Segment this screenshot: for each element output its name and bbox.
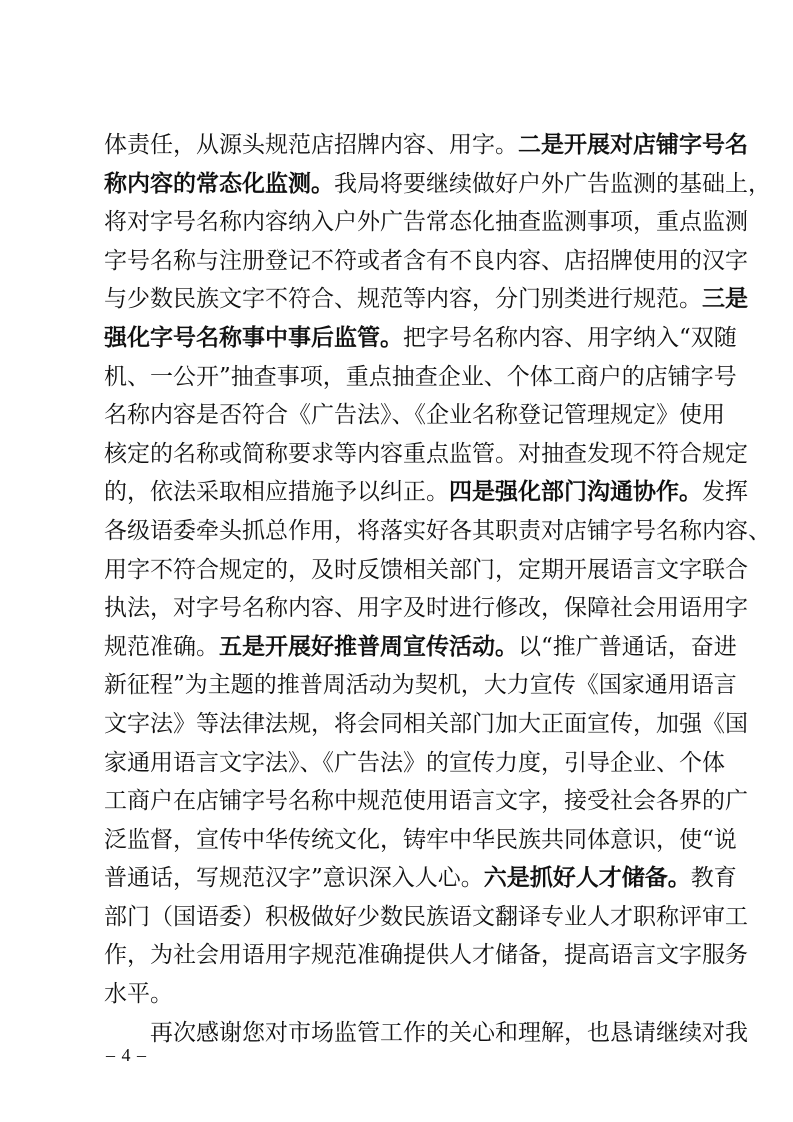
text-line xyxy=(104,396,725,435)
page-number: – 4 – xyxy=(106,1045,147,1065)
text-line xyxy=(104,821,737,860)
text-line xyxy=(104,512,771,551)
text-segment: 以“推广普通话，奋进 xyxy=(518,633,737,660)
text-segment: 各级语委牵头抓总作用，将落实好各其职责对店铺字号名称内容、 xyxy=(104,517,771,544)
text-line xyxy=(104,666,737,705)
bold-heading-phrase: 二是开展对店铺字号名 xyxy=(518,131,748,158)
text-line xyxy=(104,473,748,512)
text-segment: 文字法》等法律法规，将会同相关部门加大正面宣传，加强《国 xyxy=(104,710,748,737)
text-segment: 执法，对字号名称内容、用字及时进行修改，保障社会用语用字 xyxy=(104,595,748,622)
text-segment: 家通用语言文字法》、《广告法》的宣传力度，引导企业、个体 xyxy=(104,749,725,776)
text-segment: 机、一公开”抽查事项，重点抽查企业、个体工商户的店铺字号 xyxy=(104,363,737,390)
text-line xyxy=(104,242,748,281)
text-line xyxy=(104,744,725,783)
text-segment: 我局将要继续做好户外广告监测的基础上， xyxy=(334,170,771,197)
bold-heading-phrase: 强化字号名称事中事后监管。 xyxy=(104,323,403,351)
text-segment: 再次感谢您对市场监管工作的关心和理解，也恳请继续对我 xyxy=(150,1019,748,1046)
text-segment: 新征程”为主题的推普周活动为契机，大力宣传《国家通用语言 xyxy=(104,672,737,699)
body-text xyxy=(104,126,771,1052)
text-line xyxy=(104,1014,748,1053)
text-segment: 普通话，写规范汉字”意识深入人心。 xyxy=(104,865,484,892)
bold-heading-phrase: 五是开展好推普周宣传活动。 xyxy=(219,632,518,660)
text-segment: 水平。 xyxy=(104,981,173,1008)
text-line xyxy=(104,628,737,667)
text-line xyxy=(104,936,748,975)
text-line xyxy=(104,859,737,898)
text-segment: 名称内容是否符合《广告法》、《企业名称登记管理规定》使用 xyxy=(104,402,725,429)
text-line xyxy=(104,203,748,242)
text-line xyxy=(104,435,748,474)
text-line xyxy=(104,975,696,1014)
text-line xyxy=(104,319,737,358)
text-line xyxy=(104,782,748,821)
text-segment: 教育 xyxy=(690,865,737,892)
text-line xyxy=(104,126,748,165)
text-line xyxy=(104,165,771,204)
text-segment: 部门（国语委）积极做好少数民族语文翻译专业人才职称评审工 xyxy=(104,903,748,930)
text-segment: 把字号名称内容、用字纳入“双随 xyxy=(403,324,737,351)
bold-heading-phrase: 称内容的常态化监测。 xyxy=(104,169,334,197)
text-segment: 的，依法采取相应措施予以纠正。 xyxy=(104,479,449,506)
bold-heading-phrase: 三是 xyxy=(702,285,748,313)
text-segment: 将对字号名称内容纳入户外广告常态化抽查监测事项，重点监测 xyxy=(104,209,748,236)
text-segment: 核定的名称或简称要求等内容重点监管。对抽查发现不符合规定 xyxy=(104,440,748,467)
text-line xyxy=(104,705,748,744)
text-line xyxy=(104,589,748,628)
text-segment: 规范准确。 xyxy=(104,633,219,660)
text-segment: 体责任，从源头规范店招牌内容、用字。 xyxy=(104,132,518,158)
text-segment: 与少数民族文字不符合、规范等内容，分门别类进行规范。 xyxy=(104,286,702,313)
text-line xyxy=(104,358,737,397)
text-line xyxy=(104,898,748,937)
text-segment: 发挥 xyxy=(702,479,748,506)
text-line xyxy=(104,551,748,590)
text-segment: 工商户在店铺字号名称中规范使用语言文字，接受社会各界的广 xyxy=(104,788,748,815)
bold-heading-phrase: 六是抓好人才储备。 xyxy=(483,864,691,892)
text-segment: 字号名称与注册登记不符或者含有不良内容、店招牌使用的汉字 xyxy=(104,247,748,274)
bold-heading-phrase: 四是强化部门沟通协作。 xyxy=(449,478,702,506)
text-segment: 泛监督，宣传中华传统文化，铸牢中华民族共同体意识，使“说 xyxy=(104,826,737,853)
text-segment: 用字不符合规定的，及时反馈相关部门，定期开展语言文字联合 xyxy=(104,556,748,583)
text-line xyxy=(104,280,748,319)
text-segment: 作，为社会用语用字规范准确提供人才储备，提高语言文字服务 xyxy=(104,942,748,969)
